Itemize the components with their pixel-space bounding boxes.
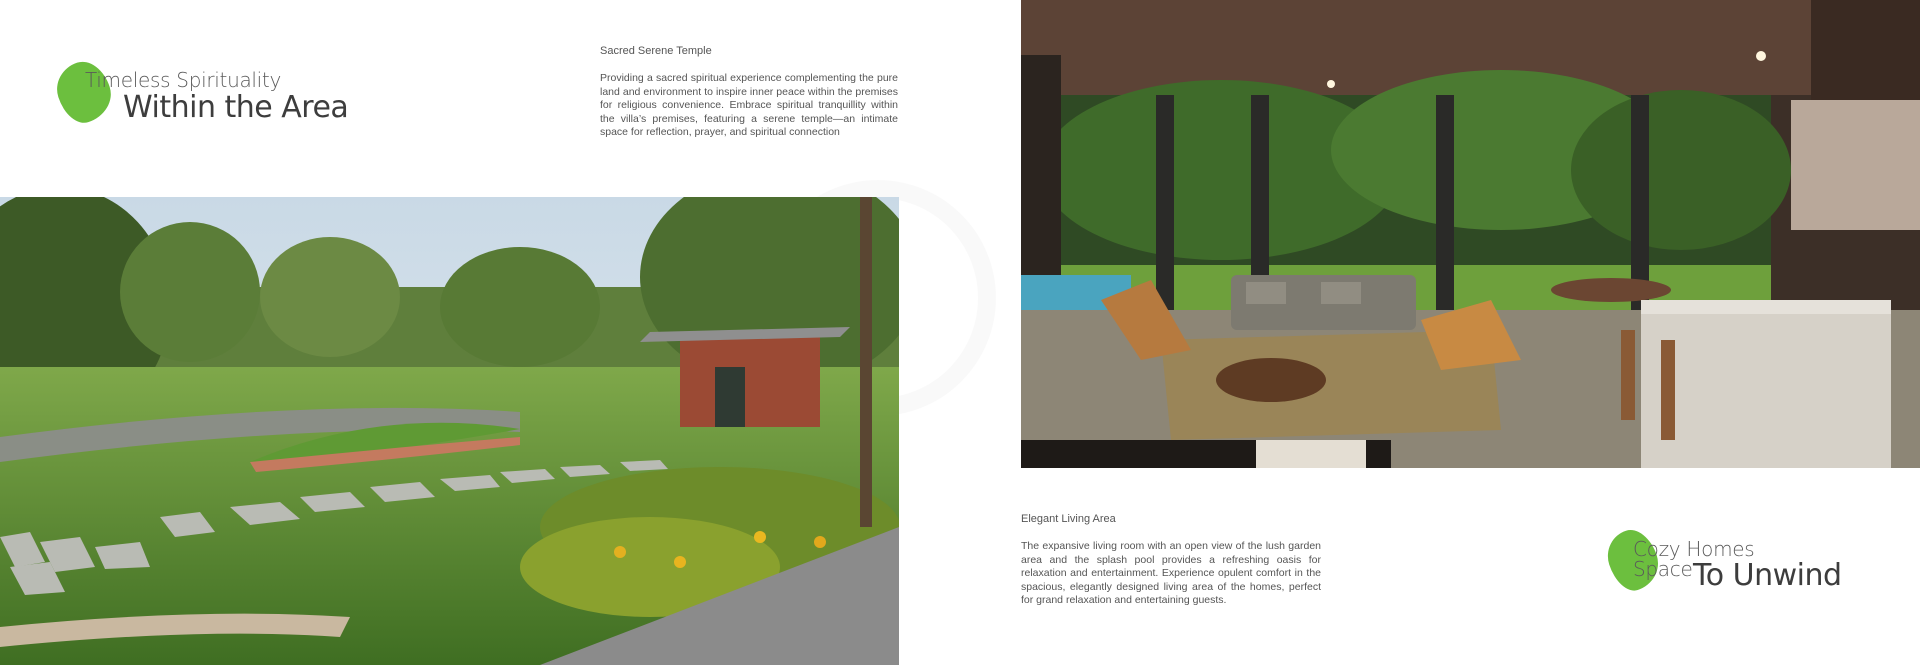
heading-to-unwind: To Unwind: [1693, 558, 1842, 593]
heading-cozy-homes: Cozy Homes: [1633, 537, 1755, 561]
green-blob-decoration: [50, 55, 118, 128]
living-caption-title: Elegant Living Area: [1021, 513, 1116, 525]
temple-garden-image: [0, 197, 899, 665]
heading-within-the-area: Within the Area: [123, 90, 349, 125]
living-room-image: [1021, 0, 1920, 468]
temple-caption-body: Providing a sacred spiritual experience complementing the pure land and environment to inspire inner peace within the premises for religious convenience. Embrace spiritual tranquillity within the villa’s premises, featuring a serene temple—an intimate space for reflection, prayer, and spiritual connection: [600, 72, 898, 138]
temple-caption-title: Sacred Serene Temple: [600, 45, 712, 57]
heading-space: Space: [1633, 557, 1693, 581]
living-caption-body: The expansive living room with an open view of the lush garden area and the splash pool provides a refreshing oasis for relaxation and entertainment. Experience opulent comfort in the spacious, elegantly designed living area of the homes, perfect for grand relaxation and entertaining guests.: [1021, 540, 1321, 606]
heading-timeless-spirituality: Timeless Spirituality: [85, 68, 281, 92]
right-page: [960, 0, 1920, 665]
